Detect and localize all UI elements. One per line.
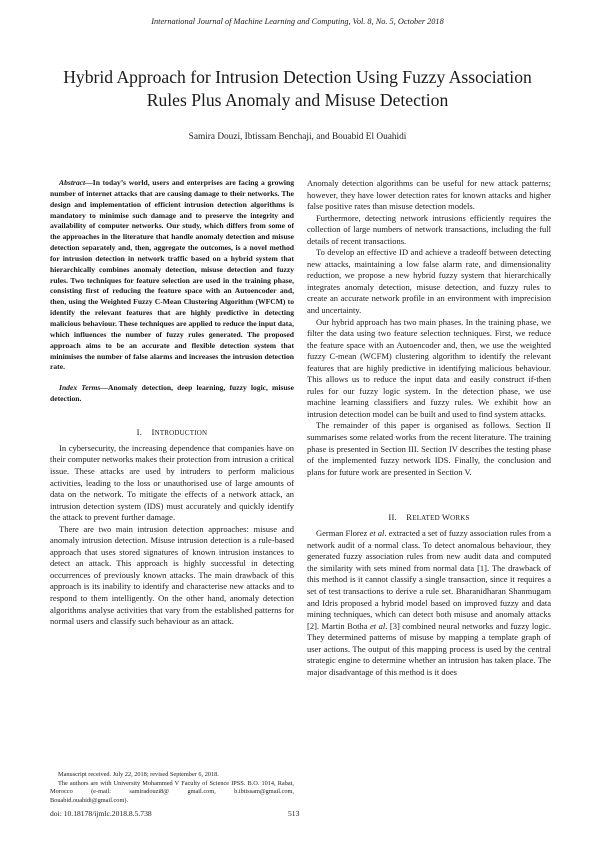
index-terms-text: Anomaly detection, deep learning, fuzzy logic, misuse detection. — [50, 383, 294, 404]
footnote-line: The authors are with University Mohammed V Faculty of Science IPSS. B.O. 1014, Rabat, Morocco (e-mail: samiradouzi8@ gmail.com, b.ibtissam@gmail.com, Bouabid.ouahidi@gmail.com). — [50, 779, 294, 804]
index-terms-label: Index Terms — [59, 383, 101, 393]
text-run: . extracted a set of fuzzy association rules from a network audit of a normal class. To detect anomalous behaviour, they generated fuzzy association rules from new audit data and computed the similarity with sets mined from normal data [1]. The drawback of this method is it cannot classify a single transaction, since it requires a set of test transactions to derive a rule set. Bharanidharan Shanmugam and Idris proposed a hybrid model based on improved fuzzy and data mining techniques, which can detect both misuse and anomaly attacks [2]. Martin Botha — [307, 528, 552, 631]
right-column — [307, 178, 551, 678]
index-terms: Index Terms—Anomaly detection, deep learning, fuzzy logic, misuse detection. — [50, 383, 294, 404]
footnote — [50, 771, 294, 805]
left-column — [50, 178, 294, 628]
paragraph: In cybersecurity, the increasing dependence that companies have on their computer networks makes their protection from intrusion a critical issue. These attacks are used by intruders to perform malicious activities, leading to the loss or unauthorised use of large amounts of data on the network. To mitigate the effects of a network attack, an intrusion detection system (IDS) must accurately and quickly identify the attack to prevent further damage. — [50, 442, 294, 523]
paragraph: Furthermore, detecting network intrusions efficiently requires the collection of large numbers of network transactions, including the full details of recent transactions. — [307, 212, 551, 246]
section-title-rest: NTRODUCTION — [154, 428, 208, 437]
page-number: 513 — [288, 809, 300, 818]
abstract-label: Abstract — [59, 178, 86, 187]
text-run: . [3] combined neural networks and fuzzy logic. They determined patterns of misuse by mapping a template graph of user actions. The output of this mapping process is used by the central strategic engine to determine whether an intrusion has taken place. The major disadvantage of this method is it does — [307, 620, 551, 677]
text-run: et al — [369, 620, 386, 631]
paragraph: The remainder of this paper is organised as follows. Section II summarises some related works from the recent literature. The training phase is presented in Section III. Section IV describes the testing phase of the implemented fuzzy network IDS. Finally, the conclusion and plans for future work are presented in Section V. — [307, 420, 551, 477]
section-number: I. — [136, 426, 143, 437]
author-list: Samira Douzi, Ibtissam Benchaji, and Bouabid El Ouahidi — [188, 132, 407, 142]
section-initial: I — [151, 426, 155, 437]
text-run: et al — [369, 528, 385, 539]
abstract-text: In today’s world, users and enterprises are facing a growing number of internet attacks that are causing damage to their networks. The design and implementation of efficient intrusion detection algorithms is mandatory to minimise such damage and to preserve the integrity and availability of computer networks. Our study, which differs from some of the approaches in the literature that handle anomaly detection and misuse detection separately and, then, aggregate the outcomes, is a novel method for intrusion detection in network traffic based on a hybrid system that hierarchically combines anomaly detection, misuse detection and fuzzy rules. Two techniques for feature selection are used in the training phase, consisting first of reducing the feature space with an Autoencoder and, then, using the Weighted Fuzzy C-Mean Clustering Algorithm (WFCM) to identify the relevant features that are highly predictive in detecting malicious behaviour. These techniques are applied to reduce the input data, which influences the number of fuzzy rules generated. The proposed approach aims to be an accurate and flexible detection system that minimises the number of false alarms and increases the intrusion detection rate. — [50, 178, 294, 372]
section-heading-related-works — [307, 512, 551, 522]
section-title-rest: ELATED — [412, 514, 442, 523]
paragraph: To develop an effective ID and achieve a tradeoff between detecting new attacks, maintaining a low false alarm rate, and dimensionality reduction, we propose a new hybrid fuzzy system that hierarchically integrates anomaly detection, misuse detection, and fuzzy rules to create an accurate network profile in an environment with imprecision and uncertainty. — [307, 247, 551, 316]
section-heading-introduction — [50, 427, 294, 437]
section-initial: W — [441, 512, 451, 523]
journal-header: International Journal of Machine Learning and Computing, Vol. 8, No. 5, October 2018 — [151, 17, 444, 26]
paragraph: There are two main intrusion detection approaches: misuse and anomaly intrusion detection. Misuse intrusion detection is a rule-based approach that uses stored signatures of known intrusion instances to detect an attack. This approach is highly successful in detecting occurrences of previously known attacks. The main drawback of this approach is its inability to identify and characterise new attacks and to respond to them intelligently. On the other hand, anomaly detection algorithms analyse activities that vary from the established patterns for normal users and classify such behaviour as an attack. — [50, 523, 294, 627]
footnote-line: Manuscript received. July 22, 2018; revised September 6, 2018. — [58, 771, 219, 778]
section-initial: R — [406, 512, 413, 523]
doi: doi: 10.18178/ijmlc.2018.8.5.738 — [50, 809, 152, 818]
section-number: II. — [388, 512, 397, 523]
paragraph — [307, 528, 551, 678]
abstract: Abstract—In today’s world, users and enterprises are facing a growing number of internet attacks that are causing damage to their networks. The design and implementation of efficient intrusion detection algorithms is mandatory to minimise such damage and to preserve the integrity and availability of computer networks. Our study, which differs from some of the approaches in the literature that handle anomaly detection and misuse detection separately and, then, aggregate the outcomes, is a novel method for intrusion detection in network traffic based on a hybrid system that hierarchically combines anomaly detection, misuse detection and fuzzy rules. Two techniques for feature selection are used in the training phase, consisting first of reducing the feature space with an Autoencoder and, then, using the Weighted Fuzzy C-Mean Clustering Algorithm (WFCM) to identify the relevant features that are highly predictive in detecting malicious behaviour. These techniques are applied to reduce the input data, which influences the number of fuzzy rules generated. The proposed approach aims to be an accurate and flexible detection system that minimises the number of false alarms and increases the intrusion detection rate. — [50, 178, 294, 372]
paper-title: Hybrid Approach for Intrusion Detection Using Fuzzy Association Rules Plus Anomaly and Misuse Detection — [63, 67, 532, 110]
text-run: German Florez — [316, 528, 370, 539]
paragraph: Anomaly detection algorithms can be useful for new attack patterns; however, they have lower detection rates for known attacks and higher false positive rates than misuse detection models. — [307, 178, 551, 212]
section-title-rest: ORKS — [450, 514, 470, 523]
paragraph: Our hybrid approach has two main phases. In the training phase, we filter the data using two feature selection techniques. First, we reduce the feature space with an Autoencoder and, then, we use the weighted fuzzy C-mean (WCFM) clustering algorithm to identify the relevant features that are highly predictive in identifying malicious behaviour. This allows us to reduce the input data and easily construct if-then rules for our fuzzy logic system. In the detection phase, we use machine learning classifiers and fuzzy rules. We exhibit how an intrusion detection model can be built and used to find system attacks. — [307, 316, 551, 419]
